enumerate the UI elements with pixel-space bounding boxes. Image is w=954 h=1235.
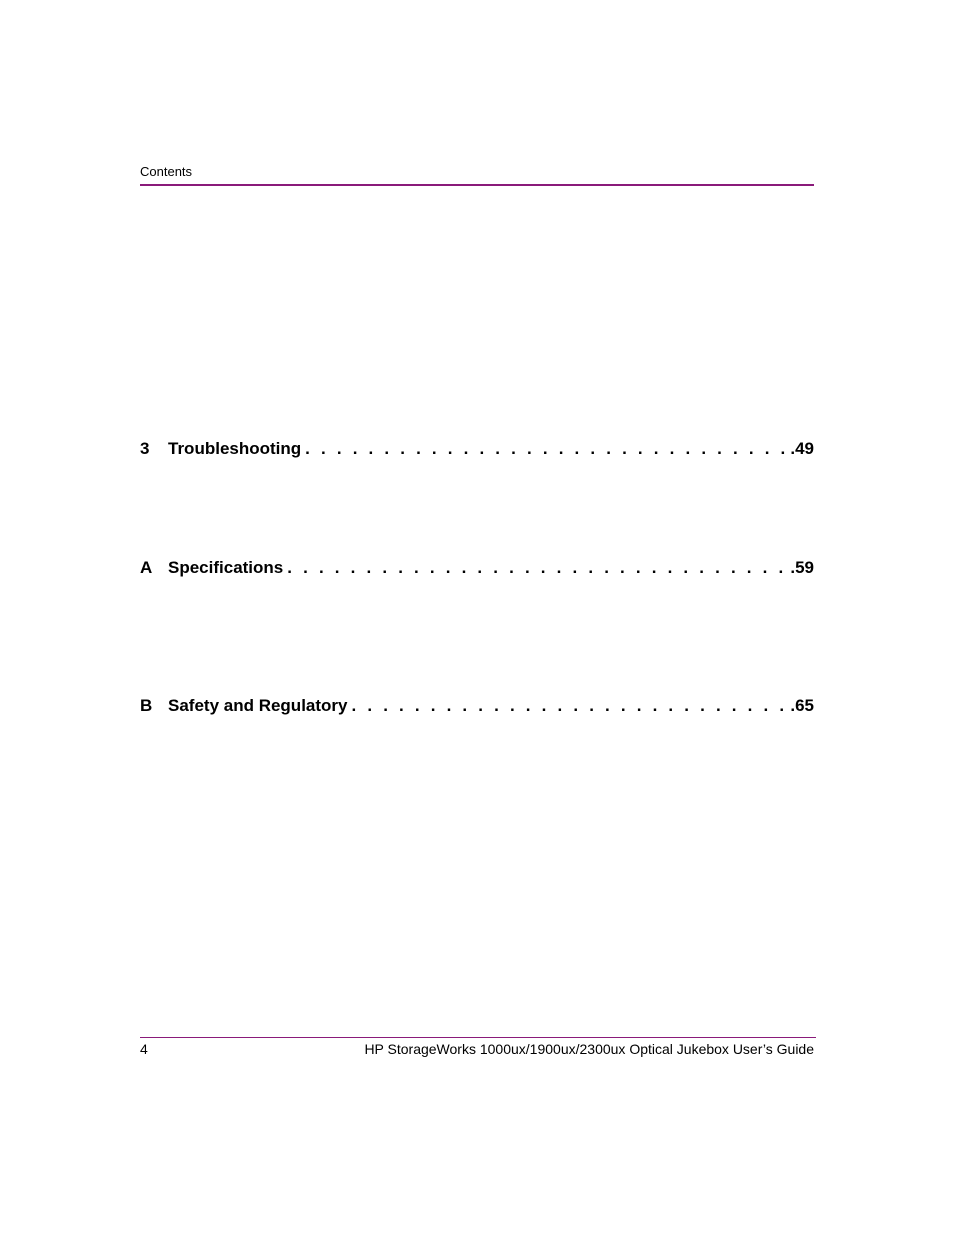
header-rule: [140, 184, 814, 186]
toc-entry-safety-and-regulatory[interactable]: [140, 694, 814, 718]
toc-entry-specifications[interactable]: [140, 556, 814, 580]
toc-entry-number: 3: [140, 439, 150, 458]
toc-entry-troubleshooting[interactable]: [140, 437, 814, 461]
running-head-title: Contents: [140, 164, 193, 179]
toc-entry-number: A: [140, 558, 153, 577]
toc-dot-leader: [305, 437, 788, 461]
footer-book-title: HP StorageWorks 1000ux/1900ux/2300ux Optical Jukebox User’s Guide: [364, 1041, 814, 1057]
toc-dot-leader: [352, 694, 789, 718]
toc-entry-page[interactable]: .49: [790, 439, 814, 458]
toc-entry-title[interactable]: Specifications: [168, 558, 284, 577]
toc-dot-leader: [287, 556, 788, 580]
toc-entry-title[interactable]: Safety and Regulatory: [168, 696, 348, 715]
page-footer: [140, 1039, 814, 1059]
toc-entry-number: B: [140, 696, 153, 715]
footer-rule: [140, 1037, 816, 1038]
toc-entry-page[interactable]: .59: [790, 558, 814, 577]
toc-entry-page[interactable]: .65: [790, 696, 814, 715]
toc-entry-title[interactable]: Troubleshooting: [168, 439, 302, 458]
footer-page-number: 4: [140, 1041, 148, 1057]
running-head: [140, 163, 814, 181]
